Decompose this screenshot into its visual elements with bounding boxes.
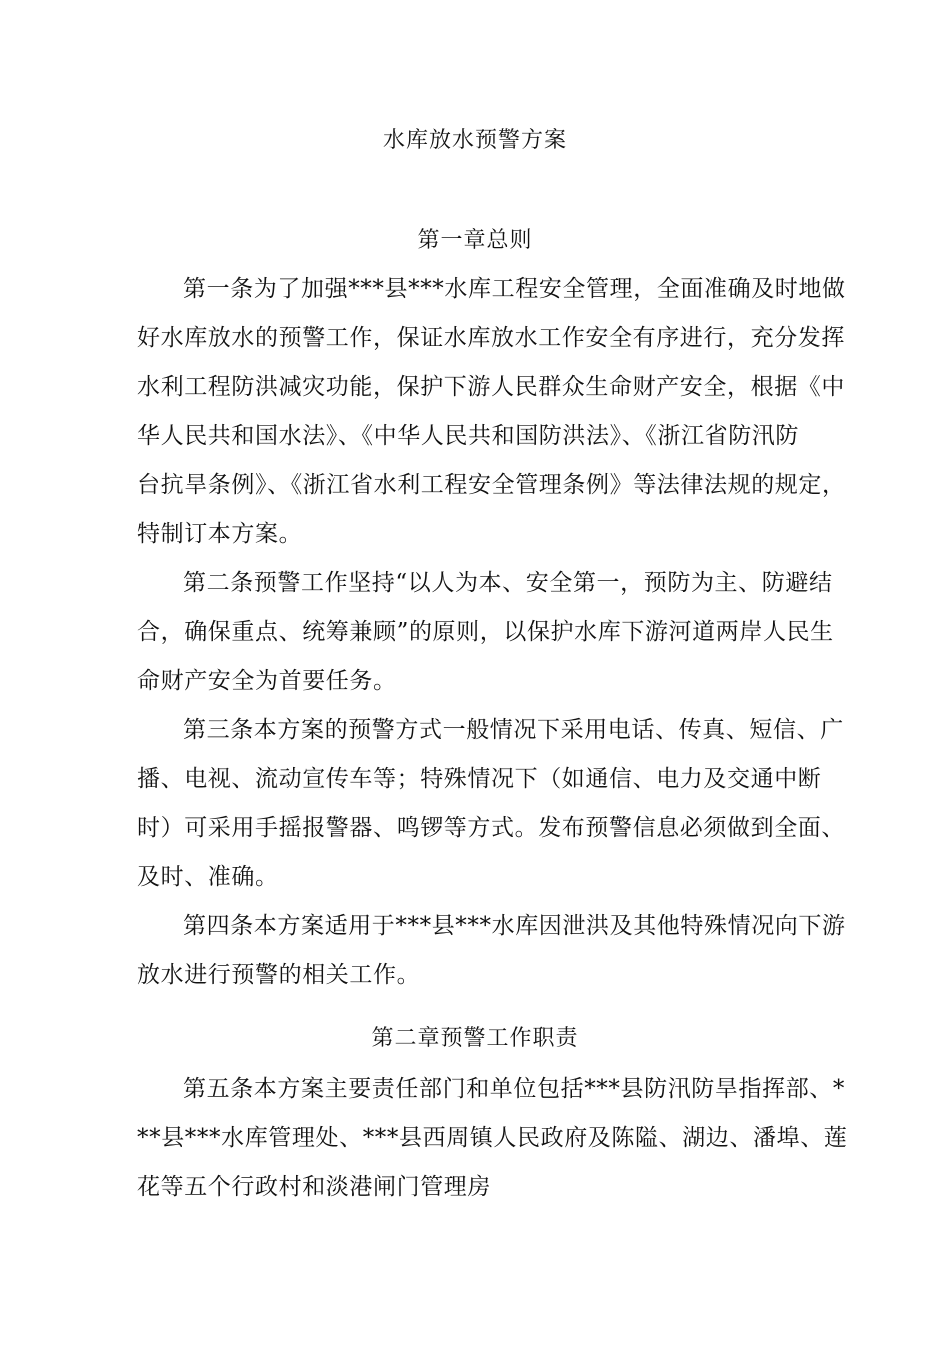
article-4-line: 放水进行预警的相关工作。 xyxy=(137,962,421,988)
article-5 xyxy=(137,1065,848,1212)
chapter-1-heading: 第一章总则 xyxy=(417,228,533,253)
article-2-line: 第二条预警工作坚持“以人为本、安全第一，预防为主、防避结 xyxy=(183,570,833,596)
article-1-line: 台抗旱条例》、《浙江省水利工程安全管理条例》等法律法规的规定， xyxy=(137,472,846,498)
article-5-line: **县***水库管理处、***县西周镇人民政府及陈隘、湖边、潘埠、莲 xyxy=(137,1125,848,1151)
article-5-line: 花等五个行政村和淡港闸门管理房 xyxy=(137,1174,491,1200)
article-3-line: 播、电视、流动宣传车等；特殊情况下（如通信、电力及交通中断 xyxy=(137,766,822,792)
article-5-line: 第五条本方案主要责任部门和单位包括***县防汛防旱指挥部、* xyxy=(183,1076,845,1102)
article-3 xyxy=(137,706,845,902)
article-3-line: 第三条本方案的预警方式一般情况下采用电话、传真、短信、广 xyxy=(183,717,844,743)
chapter-2-body xyxy=(137,1065,848,1212)
article-2-line: 合，确保重点、统筹兼顾”的原则，以保护水库下游河道两岸人民生 xyxy=(137,619,834,645)
article-1-line: 好水库放水的预警工作，保证水库放水工作安全有序进行，充分发挥 xyxy=(137,325,845,351)
article-1-line: 特制订本方案。 xyxy=(137,521,303,547)
article-2 xyxy=(137,559,834,706)
chapter-1-body xyxy=(137,265,846,1000)
article-2-line: 命财产安全为首要任务。 xyxy=(137,668,397,694)
article-1-line: 第一条为了加强***县***水库工程安全管理，全面准确及时地做 xyxy=(183,276,846,302)
article-3-line: 时）可采用手摇报警器、鸣锣等方式。发布预警信息必须做到全面、 xyxy=(137,815,845,841)
chapter-2-heading: 第二章预警工作职责 xyxy=(371,1026,579,1051)
article-4 xyxy=(137,902,846,1000)
article-1 xyxy=(137,265,846,559)
article-4-line: 第四条本方案适用于***县***水库因泄洪及其他特殊情况向下游 xyxy=(183,913,846,939)
article-1-line: 华人民共和国水法》、《中华人民共和国防洪法》、《浙江省防汛防 xyxy=(137,423,799,449)
document-title: 水库放水预警方案 xyxy=(382,128,567,153)
article-1-line: 水利工程防洪减灾功能，保护下游人民群众生命财产安全，根据《中 xyxy=(137,374,845,400)
article-3-line: 及时、准确。 xyxy=(137,864,279,890)
